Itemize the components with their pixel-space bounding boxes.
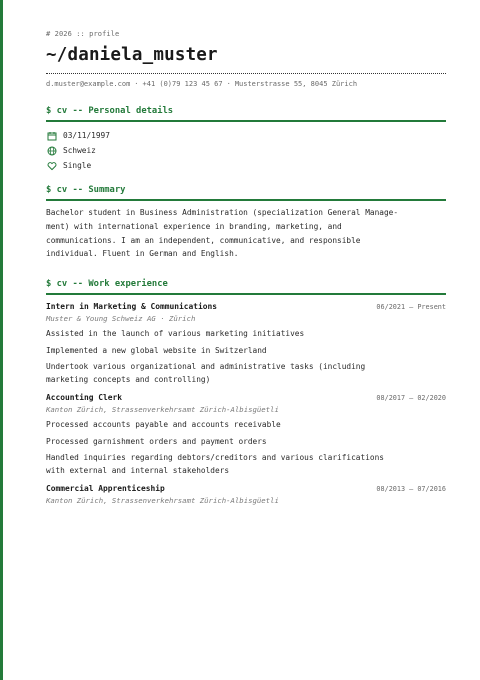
left-accent-bar [0, 0, 3, 680]
contact-line [46, 80, 446, 88]
heart-icon [46, 160, 57, 171]
contact-address: Musterstrasse 55, 8045 Zürich [234, 80, 358, 88]
list-item [46, 158, 446, 173]
globe-icon [46, 145, 57, 156]
job-date: 08/2017 – 02/2020 [376, 394, 446, 403]
job-bullet: Processed garnishment orders and payment orders [46, 436, 267, 446]
contact-separator: · [226, 80, 231, 88]
calendar-icon [46, 130, 57, 141]
job-date: 08/2013 – 07/2016 [376, 485, 446, 494]
job-title: Commercial Apprenticeship [46, 484, 165, 494]
summary-line: communications. I am an independent, communicative, and responsible [46, 235, 361, 245]
job-entry [46, 484, 446, 505]
section-rule [46, 199, 446, 201]
job-bullet: Undertook various organizational and administrative tasks (including marketing concepts and controlling) [46, 362, 366, 384]
list-item [46, 143, 446, 158]
summary-line: individual. Fluent in German and English. [46, 249, 239, 259]
job-entry [46, 302, 446, 386]
cv-page [46, 30, 446, 505]
contact-email[interactable]: d.muster@example.com [46, 80, 131, 88]
job-entry [46, 393, 446, 477]
section-rule [46, 293, 446, 295]
marital-status-value: Single [63, 161, 92, 170]
work-experience-section [46, 279, 446, 505]
dotted-divider [46, 73, 446, 74]
section-title-personal: $ cv -- Personal details [46, 106, 174, 116]
job-bullet: Implemented a new global website in Switzerland [46, 345, 267, 355]
job-bullet: Assisted in the launch of various marketing initiatives [46, 329, 305, 339]
contact-phone[interactable]: +41 (0)79 123 45 67 [142, 80, 223, 88]
job-bullet: Handled inquiries regarding debtors/creditors and various clarifications with external and internal stakeholders [46, 453, 384, 475]
summary-section [46, 185, 446, 261]
personal-details-list [46, 128, 446, 173]
job-title: Accounting Clerk [46, 393, 123, 403]
job-bullet: Processed accounts payable and accounts receivable [46, 420, 281, 430]
section-rule [46, 120, 446, 122]
header-comment: # 2026 :: profile [46, 30, 120, 38]
job-company: Kanton Zürich, Strassenverkehrsamt Zürich-Albisgüetli [46, 496, 279, 506]
contact-separator: · [134, 80, 139, 88]
page-title: ~/daniela_muster [46, 45, 218, 65]
section-title-work: $ cv -- Work experience [46, 279, 168, 290]
job-company: Muster & Young Schweiz AG · Zürich [46, 314, 196, 324]
personal-details-section [46, 106, 446, 173]
birthdate-value: 03/11/1997 [63, 131, 110, 140]
job-date: 06/2021 – Present [376, 303, 446, 312]
list-item [46, 128, 446, 143]
section-title-summary: $ cv -- Summary [46, 185, 126, 195]
job-title: Intern in Marketing & Communications [46, 302, 218, 312]
job-company: Kanton Zürich, Strassenverkehrsamt Zürich-Albisgüetli [46, 405, 279, 415]
summary-text [46, 206, 446, 261]
nationality-value: Schweiz [63, 146, 96, 155]
summary-line: ment) with international experience in branding, marketing, and [46, 221, 342, 231]
summary-line: Bachelor student in Business Administration (specialization General Manage- [46, 208, 399, 217]
